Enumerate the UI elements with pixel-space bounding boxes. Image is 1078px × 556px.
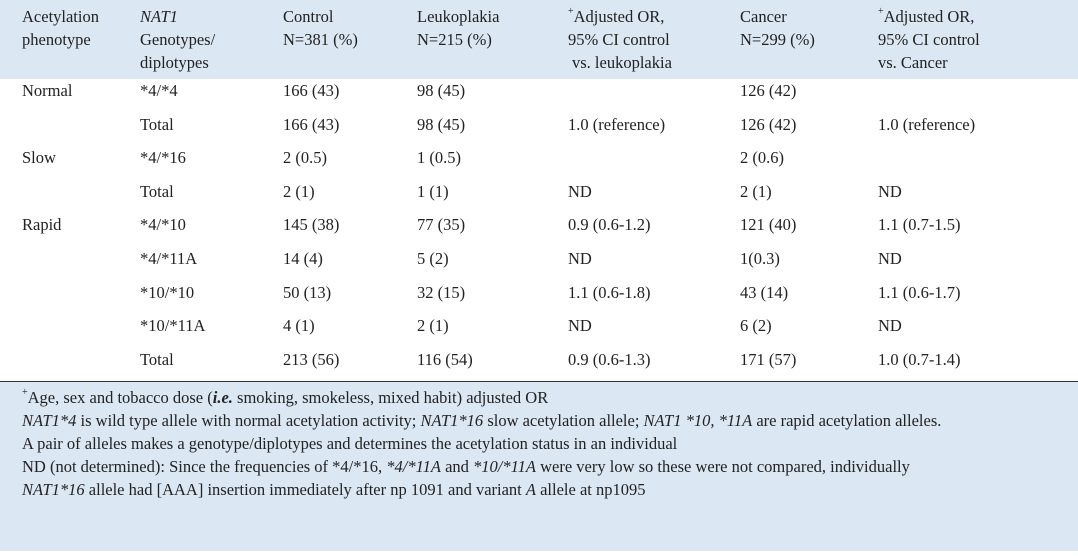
cell-or-cancer	[878, 146, 1078, 180]
cell-or-leukoplakia: ND	[568, 248, 592, 268]
footnote-pair-alleles: A pair of alleles makes a genotype/diplotypes and determines the acetylation status in an individual	[22, 434, 678, 454]
cell-or-cancer: 1.1 (0.7-1.5)	[878, 215, 961, 235]
cell-control: 2 (0.5)	[283, 148, 327, 168]
header-leukoplakia: Leukoplakia N=215 (%)	[417, 7, 500, 49]
cell-phenotype	[0, 348, 140, 382]
cell-leukoplakia: 116 (54)	[417, 349, 473, 369]
cell-or-leukoplakia: 0.9 (0.6-1.2)	[568, 215, 651, 235]
table-row	[0, 348, 1078, 382]
cell-or-leukoplakia: 0.9 (0.6-1.3)	[568, 349, 651, 369]
cell-or-cancer: 1.1 (0.6-1.7)	[878, 282, 961, 302]
cell-or-cancer: 1.0 (0.7-1.4)	[878, 349, 961, 369]
cell-or-leukoplakia: 1.1 (0.6-1.8)	[568, 282, 651, 302]
table-row	[0, 180, 1078, 214]
cell-cancer: 171 (57)	[740, 349, 797, 369]
table-header-row	[0, 0, 1078, 79]
cell-genotype: Total	[140, 349, 174, 369]
cell-cancer: 2 (1)	[740, 181, 772, 201]
cell-cancer: 121 (40)	[740, 215, 797, 235]
table-row	[0, 247, 1078, 281]
cell-leukoplakia: 2 (1)	[417, 316, 449, 336]
cell-cancer: 126 (42)	[740, 114, 797, 134]
cell-or-cancer: ND	[878, 181, 902, 201]
cell-phenotype	[0, 113, 140, 147]
cell-or-cancer: ND	[878, 248, 902, 268]
cell-phenotype	[0, 281, 140, 315]
cell-control: 213 (56)	[283, 349, 340, 369]
cell-control: 166 (43)	[283, 81, 340, 100]
cell-cancer: 126 (42)	[740, 81, 797, 100]
footnote-adjusted-or: +Age, sex and tobacco dose (i.e. smoking, smokeless, mixed habit) adjusted OR	[22, 387, 549, 408]
table-row	[0, 79, 1078, 113]
cell-leukoplakia: 32 (15)	[417, 282, 466, 302]
cell-genotype: *4/*10	[140, 215, 186, 235]
cell-phenotype	[0, 247, 140, 281]
cell-cancer: 43 (14)	[740, 282, 789, 302]
header-cancer: Cancer N=299 (%)	[740, 7, 815, 49]
cell-leukoplakia: 5 (2)	[417, 248, 449, 268]
cell-leukoplakia: 98 (45)	[417, 114, 466, 134]
cell-control: 14 (4)	[283, 248, 323, 268]
cell-control: 145 (38)	[283, 215, 340, 235]
header-genotype: NAT1 Genotypes/ diplotypes	[140, 7, 216, 72]
footnotes	[0, 382, 1078, 551]
cell-or-cancer	[878, 79, 1078, 113]
cell-or-cancer: ND	[878, 316, 902, 336]
cell-cancer: 1(0.3)	[740, 248, 780, 268]
cell-phenotype: Rapid	[22, 215, 62, 235]
cell-genotype: *4/*11A	[140, 248, 198, 268]
header-or-cancer: +Adjusted OR, 95% CI control vs. Cancer	[878, 6, 980, 72]
table-row	[0, 146, 1078, 180]
cell-control: 2 (1)	[283, 181, 315, 201]
cell-control: 166 (43)	[283, 114, 340, 134]
cell-genotype: *4/*4	[140, 81, 178, 100]
cell-cancer: 6 (2)	[740, 316, 772, 336]
cell-genotype: Total	[140, 114, 174, 134]
header-phenotype: Acetylation phenotype	[22, 7, 99, 49]
cell-or-leukoplakia: 1.0 (reference)	[568, 114, 666, 134]
cell-leukoplakia: 1 (0.5)	[417, 148, 461, 168]
footnote-nd: ND (not determined): Since the frequencies of *4/*16, *4/*11A and *10/*11A were very low so these were not compared, individually	[22, 457, 910, 477]
cell-cancer: 2 (0.6)	[740, 148, 784, 168]
cell-control: 50 (13)	[283, 282, 332, 302]
cell-genotype: *4/*16	[140, 148, 186, 168]
footnote-alleles: NAT1*4 is wild type allele with normal acetylation activity; NAT1*16 slow acetylation allele; NAT1 *10, *11A are rapid acetylation alleles.	[22, 411, 942, 431]
cell-phenotype: Normal	[22, 81, 73, 100]
footnote-nat16: NAT1*16 allele had [AAA] insertion immediately after np 1091 and variant A allele at np1095	[22, 480, 646, 500]
cell-genotype: Total	[140, 181, 174, 201]
cell-genotype: *10/*11A	[140, 316, 206, 336]
cell-or-cancer: 1.0 (reference)	[878, 114, 976, 134]
header-or-leukoplakia: +Adjusted OR, 95% CI control vs. leukoplakia	[568, 6, 672, 72]
cell-genotype: *10/*10	[140, 282, 195, 302]
cell-phenotype: Slow	[22, 148, 56, 168]
cell-or-leukoplakia	[568, 79, 740, 113]
cell-control: 4 (1)	[283, 316, 315, 336]
table-row	[0, 113, 1078, 147]
header-control: Control N=381 (%)	[283, 7, 358, 49]
cell-or-leukoplakia: ND	[568, 316, 592, 336]
cell-phenotype	[0, 314, 140, 348]
table-row	[0, 213, 1078, 247]
table-body	[0, 79, 1078, 381]
cell-leukoplakia: 98 (45)	[417, 81, 466, 100]
cell-phenotype	[0, 180, 140, 214]
table-row	[0, 281, 1078, 315]
cell-leukoplakia: 1 (1)	[417, 181, 449, 201]
cell-or-leukoplakia: ND	[568, 181, 592, 201]
cell-or-leukoplakia	[568, 146, 740, 180]
cell-leukoplakia: 77 (35)	[417, 215, 466, 235]
table-row	[0, 314, 1078, 348]
